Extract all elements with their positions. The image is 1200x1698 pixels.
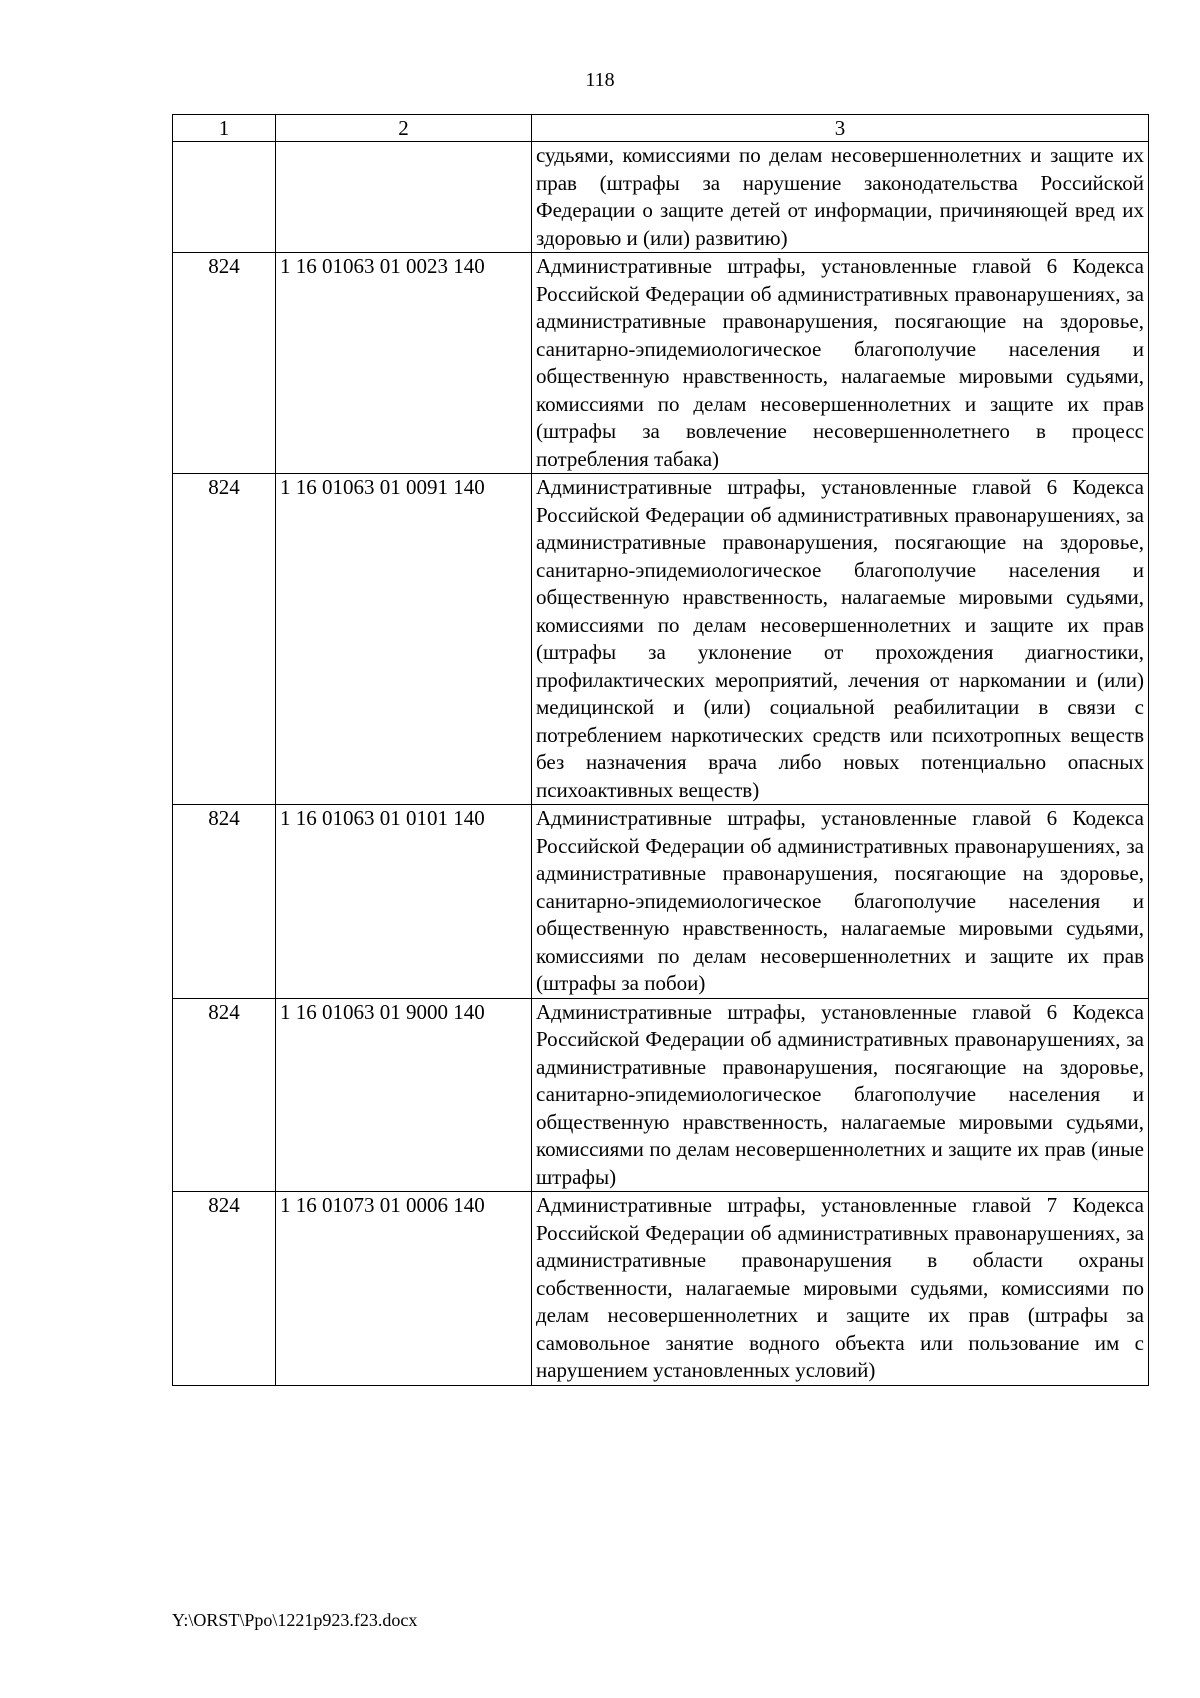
admin-code-cell: 824: [173, 253, 276, 474]
table-header: [173, 115, 1149, 142]
admin-code-cell: 824: [173, 1192, 276, 1386]
budget-code-cell: 1 16 01063 01 0091 140: [276, 474, 532, 805]
column-header-3: 3: [532, 115, 1149, 142]
description-cell: Административные штрафы, установленные главой 6 Кодекса Российской Федерации об административных правонарушениях, за административные правонарушения, посягающие на здоровье, санитарно-эпидемиологическое благополучие населения и общественную нравственность, налагаемые мировыми судьями, комиссиями по делам несовершеннолетних и защите их прав (иные штрафы): [532, 998, 1149, 1192]
description-cell: Административные штрафы, установленные главой 6 Кодекса Российской Федерации об административных правонарушениях, за административные правонарушения, посягающие на здоровье, санитарно-эпидемиологическое благополучие населения и общественную нравственность, налагаемые мировыми судьями, комиссиями по делам несовершеннолетних и защите их прав (штрафы за уклонение от прохождения диагностики, профилактических мероприятий, лечения от наркомании и (или) медицинской и (или) социальной реабилитации в связи с потреблением наркотических средств или психотропных веществ без назначения врача либо новых потенциально опасных психоактивных веществ): [532, 474, 1149, 805]
table-body: [173, 142, 1149, 1386]
budget-codes-table: [172, 114, 1149, 1386]
budget-code-cell: 1 16 01063 01 0023 140: [276, 253, 532, 474]
table-header-row: [173, 115, 1149, 142]
table-row: [173, 1192, 1149, 1386]
description-cell: судьями, комиссиями по делам несовершеннолетних и защите их прав (штрафы за нарушение законодательства Российской Федерации о защите детей от информации, причиняющей вред их здоровью и (или) развитию): [532, 142, 1149, 253]
admin-code-cell: 824: [173, 474, 276, 805]
admin-code-cell: [173, 142, 276, 253]
document-file-path: Y:\ORST\Ppo\1221p923.f23.docx: [172, 1610, 418, 1630]
column-header-2: 2: [276, 115, 532, 142]
description-cell: Административные штрафы, установленные главой 6 Кодекса Российской Федерации об административных правонарушениях, за административные правонарушения, посягающие на здоровье, санитарно-эпидемиологическое благополучие населения и общественную нравственность, налагаемые мировыми судьями, комиссиями по делам несовершеннолетних и защите их прав (штрафы за побои): [532, 805, 1149, 999]
description-cell: Административные штрафы, установленные главой 7 Кодекса Российской Федерации об административных правонарушениях, за административные правонарушения в области охраны собственности, налагаемые мировыми судьями, комиссиями по делам несовершеннолетних и защите их прав (штрафы за самовольное занятие водного объекта или пользование им с нарушением установленных условий): [532, 1192, 1149, 1386]
table-row: [173, 998, 1149, 1192]
admin-code-cell: 824: [173, 998, 276, 1192]
column-header-1: 1: [173, 115, 276, 142]
description-cell: Административные штрафы, установленные главой 6 Кодекса Российской Федерации об административных правонарушениях, за административные правонарушения, посягающие на здоровье, санитарно-эпидемиологическое благополучие населения и общественную нравственность, налагаемые мировыми судьями, комиссиями по делам несовершеннолетних и защите их прав (штрафы за вовлечение несовершеннолетнего в процесс потребления табака): [532, 253, 1149, 474]
budget-code-cell: 1 16 01073 01 0006 140: [276, 1192, 532, 1386]
budget-code-cell: 1 16 01063 01 9000 140: [276, 998, 532, 1192]
table-row: [173, 253, 1149, 474]
budget-code-cell: 1 16 01063 01 0101 140: [276, 805, 532, 999]
table-row: [173, 142, 1149, 253]
table-row: [173, 474, 1149, 805]
table-row: [173, 805, 1149, 999]
page-number: 118: [585, 69, 615, 91]
admin-code-cell: 824: [173, 805, 276, 999]
budget-code-cell: [276, 142, 532, 253]
